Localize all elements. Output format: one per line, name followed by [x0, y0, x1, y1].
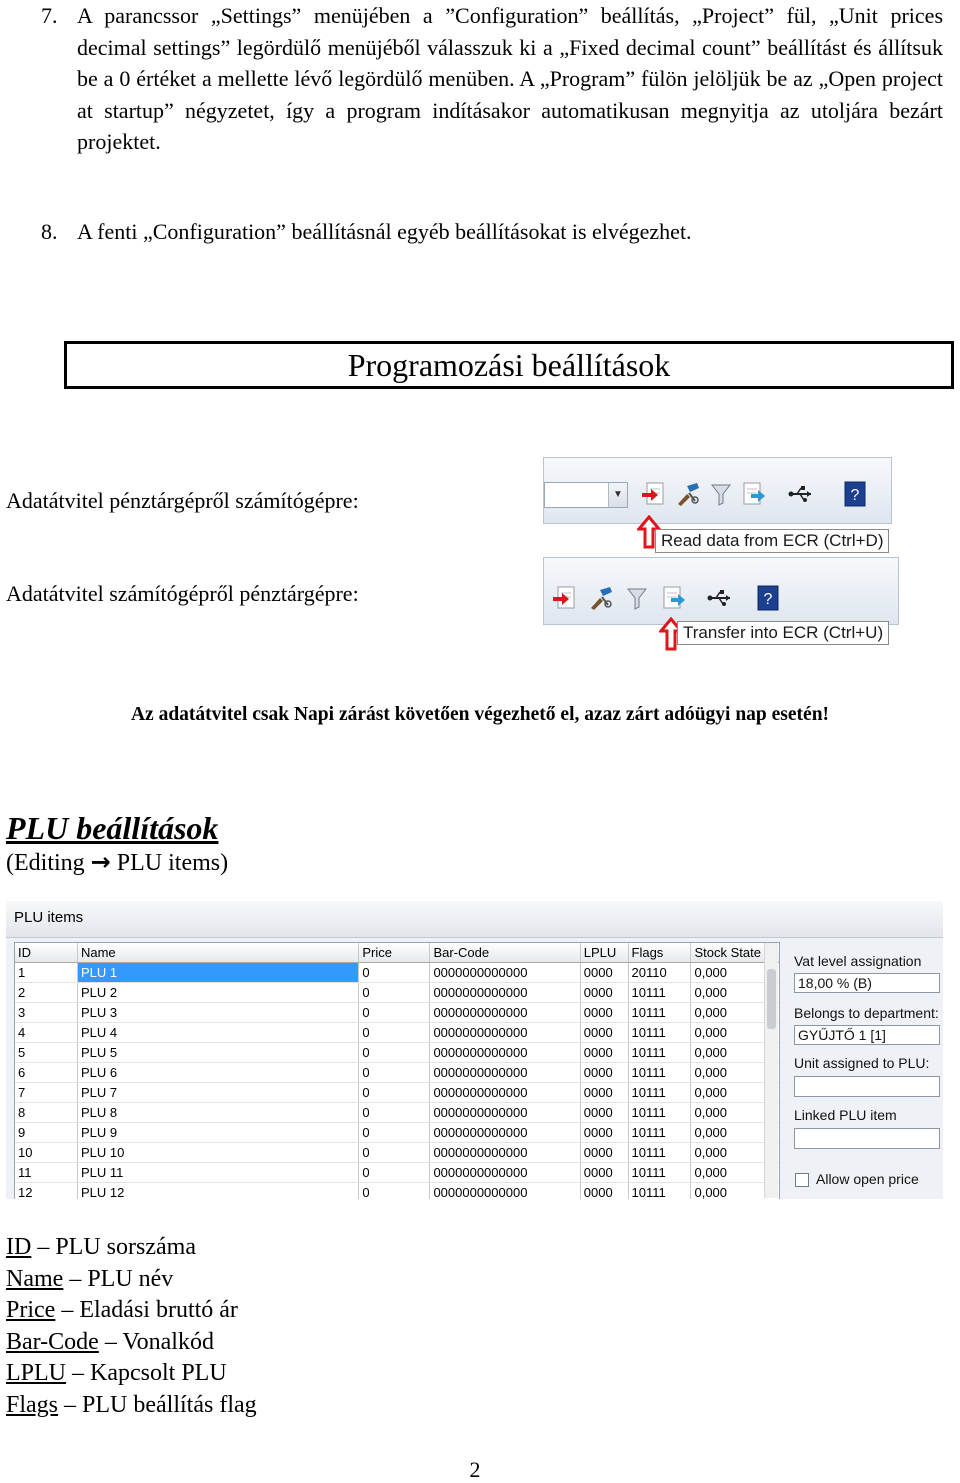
column-definitions	[6, 1232, 257, 1421]
vertical-scrollbar[interactable]	[764, 943, 778, 1198]
toolbar	[543, 557, 899, 625]
column-header[interactable]: ID	[15, 943, 77, 963]
table-cell[interactable]: 10111	[628, 1103, 691, 1123]
table-cell[interactable]: 10111	[628, 983, 691, 1003]
department-label: Belongs to department:	[794, 1005, 939, 1021]
table-cell[interactable]: PLU 10	[77, 1143, 358, 1163]
vat-select[interactable]: 18,00 % (B)	[794, 973, 940, 993]
table-row[interactable]	[15, 1003, 780, 1023]
read-toolbar-screenshot	[543, 457, 892, 554]
edit-tools-icon[interactable]	[675, 480, 701, 508]
table-cell[interactable]: 0,000	[691, 1183, 780, 1200]
definition-item	[6, 1264, 257, 1296]
definition-description: PLU sorszáma	[55, 1234, 196, 1260]
transfer-ecr-icon[interactable]	[740, 480, 766, 508]
window-title[interactable]: PLU items	[14, 909, 84, 926]
table-cell[interactable]: PLU 11	[77, 1163, 358, 1183]
table-cell[interactable]: 0,000	[691, 1063, 780, 1083]
table-cell[interactable]: 0	[359, 1083, 430, 1103]
table-cell[interactable]: 2	[15, 983, 77, 1003]
department-select[interactable]: GYŰJTŐ 1 [1]	[794, 1025, 940, 1045]
scrollbar-thumb[interactable]	[767, 969, 776, 1029]
open-price-label: Allow open price	[816, 1171, 919, 1187]
table-row[interactable]	[15, 1163, 780, 1183]
table-cell[interactable]: 10	[15, 1143, 77, 1163]
edit-tools-icon[interactable]	[588, 584, 614, 612]
table-cell[interactable]: 10111	[628, 1023, 691, 1043]
plu-grid[interactable]	[14, 942, 780, 1199]
table-cell[interactable]: 0,000	[691, 1083, 780, 1103]
project-combobox[interactable]	[544, 482, 628, 508]
table-cell[interactable]: 0000	[580, 1163, 628, 1183]
definition-term: Price	[6, 1297, 56, 1323]
transfer-ecr-icon[interactable]	[660, 584, 686, 612]
definition-term: ID	[6, 1234, 32, 1260]
table-cell[interactable]: 10111	[628, 1043, 691, 1063]
plu-items-window	[6, 901, 943, 1199]
definition-description: Kapcsolt PLU	[90, 1360, 227, 1386]
table-cell[interactable]: 10111	[628, 1183, 691, 1200]
table-cell[interactable]: 0000	[580, 1043, 628, 1063]
table-cell[interactable]: 0,000	[691, 1103, 780, 1123]
table-cell[interactable]: 0000000000000	[430, 1123, 580, 1143]
svg-text:?: ?	[850, 487, 860, 504]
help-icon[interactable]	[842, 480, 868, 508]
table-cell[interactable]: PLU 12	[77, 1183, 358, 1200]
table-row[interactable]	[15, 1183, 780, 1200]
definition-item	[6, 1327, 257, 1359]
table-cell[interactable]: PLU 6	[77, 1063, 358, 1083]
read-transfer-label: Adatátvitel pénztárgépről számítógépre:	[6, 488, 359, 513]
filter-icon[interactable]	[624, 584, 650, 612]
table-cell[interactable]: 0000	[580, 1083, 628, 1103]
svg-text:?: ?	[763, 591, 773, 608]
table-cell[interactable]: 0,000	[691, 1163, 780, 1183]
table-cell[interactable]: 3	[15, 1003, 77, 1023]
linked-plu-label: Linked PLU item	[794, 1107, 897, 1123]
table-cell[interactable]: 7	[15, 1083, 77, 1103]
table-cell[interactable]: 9	[15, 1123, 77, 1143]
table-cell[interactable]: PLU 3	[77, 1003, 358, 1023]
plu-menu-path	[6, 848, 228, 877]
definition-dash: –	[64, 1391, 77, 1418]
definition-dash: –	[72, 1360, 84, 1386]
table-cell[interactable]: 0	[359, 1003, 430, 1023]
table-row[interactable]	[15, 1143, 780, 1163]
definition-dash: –	[37, 1234, 50, 1260]
definition-item	[6, 1295, 257, 1327]
table-cell[interactable]: 0000000000000	[430, 1183, 580, 1200]
table-cell[interactable]: 10111	[628, 1083, 691, 1103]
table-cell[interactable]: 8	[15, 1103, 77, 1123]
item-7-text: A parancssor „Settings” menüjében a ”Configuration” beállítás, „Project” fül, „Unit prices decimal settings” legördülő menüjéből válasszuk ki a „Fixed decimal count” beállítást és állítsuk be a 0 értéket a mellette lévő legördülő menüben. A „Program” fülön jelöljük be az „Open project at startup” négyzetet, így a program indításakor automatikusan megnyitja az utoljára bezárt projektet.	[77, 3, 943, 154]
table-cell[interactable]: 0000000000000	[430, 983, 580, 1003]
table-cell[interactable]: 1	[15, 963, 77, 983]
definition-item	[6, 1390, 257, 1422]
table-cell[interactable]: 0,000	[691, 1043, 780, 1063]
definition-term: LPLU	[6, 1360, 66, 1386]
unit-field[interactable]	[794, 1076, 940, 1097]
definition-description: PLU név	[87, 1265, 174, 1292]
table-cell[interactable]: 0000000000000	[430, 1103, 580, 1123]
definition-dash: –	[69, 1265, 82, 1292]
table-header-row	[15, 943, 780, 963]
table-cell[interactable]: PLU 5	[77, 1043, 358, 1063]
definition-description: PLU beállítás flag	[82, 1391, 257, 1418]
transfer-note: Az adatátvitel csak Napi zárást követően végezhető el, azaz zárt adóügyi nap esetén!	[130, 704, 830, 725]
window-tab-bar	[6, 901, 943, 938]
table-cell[interactable]: 10111	[628, 1123, 691, 1143]
page-number: 2	[469, 1457, 481, 1482]
definition-term: Bar-Code	[6, 1328, 99, 1355]
table-cell[interactable]: 0,000	[691, 983, 780, 1003]
table-cell[interactable]: 12	[15, 1183, 77, 1200]
usb-icon[interactable]	[788, 480, 814, 508]
table-row[interactable]	[15, 1123, 780, 1143]
table-cell[interactable]: 11	[15, 1163, 77, 1183]
table-cell[interactable]: PLU 7	[77, 1083, 358, 1103]
table-cell[interactable]: 10111	[628, 1143, 691, 1163]
table-cell[interactable]: 0000	[580, 1063, 628, 1083]
table-cell[interactable]: 0000000000000	[430, 1003, 580, 1023]
definition-item	[6, 1358, 257, 1390]
read-tooltip: Read data from ECR (Ctrl+D)	[655, 529, 889, 553]
definition-description: Eladási bruttó ár	[79, 1297, 238, 1323]
table-row[interactable]	[15, 983, 780, 1003]
table-row[interactable]	[15, 1083, 780, 1103]
table-cell[interactable]: 0,000	[691, 1123, 780, 1143]
table-row[interactable]	[15, 1063, 780, 1083]
definition-term: Name	[6, 1265, 64, 1292]
table-cell[interactable]: 0000	[580, 1103, 628, 1123]
definition-item	[6, 1232, 257, 1264]
read-ecr-icon[interactable]	[552, 584, 578, 612]
menu-path-prefix: (Editing	[6, 850, 85, 876]
table-row[interactable]	[15, 1103, 780, 1123]
plu-heading: PLU beállítások	[6, 810, 219, 846]
column-header[interactable]: Flags	[628, 943, 691, 963]
table-cell[interactable]: 0	[359, 1023, 430, 1043]
column-header[interactable]: Name	[77, 943, 358, 963]
table-row[interactable]	[15, 1043, 780, 1063]
write-tooltip: Transfer into ECR (Ctrl+U)	[677, 621, 889, 645]
definition-dash: –	[61, 1297, 74, 1323]
item-8-text: A fenti „Configuration” beállításnál egyéb beállításokat is elvégezhet.	[77, 219, 692, 244]
column-header[interactable]: Price	[359, 943, 430, 963]
table-row[interactable]	[15, 1023, 780, 1043]
column-header[interactable]: LPLU	[580, 943, 628, 963]
table-cell[interactable]: 0,000	[691, 1143, 780, 1163]
table-cell[interactable]: 0,000	[691, 1023, 780, 1043]
unit-label: Unit assigned to PLU:	[794, 1055, 930, 1071]
table-cell[interactable]: PLU 9	[77, 1123, 358, 1143]
section-title: Programozási beállítások	[64, 341, 954, 389]
table-cell[interactable]: PLU 8	[77, 1103, 358, 1123]
menu-path-suffix: PLU items)	[116, 850, 229, 876]
table-cell[interactable]: PLU 4	[77, 1023, 358, 1043]
table-cell[interactable]: 0	[359, 1123, 430, 1143]
write-transfer-label: Adatátvitel számítógépről pénztárgépre:	[6, 581, 359, 606]
definition-description: Vonalkód	[122, 1328, 214, 1355]
toolbar	[543, 457, 892, 524]
table-cell[interactable]: 4	[15, 1023, 77, 1043]
table-cell[interactable]: 0000000000000	[430, 963, 580, 983]
table-cell[interactable]: 0000	[580, 983, 628, 1003]
table-body	[15, 963, 780, 1200]
arrow-right-icon: →	[90, 848, 111, 876]
plu-side-panel	[790, 949, 942, 1199]
table-cell[interactable]: 0000	[580, 1023, 628, 1043]
table-cell[interactable]: 0	[359, 963, 430, 983]
column-header[interactable]: Bar-Code	[430, 943, 580, 963]
table-cell[interactable]: 10111	[628, 1063, 691, 1083]
write-toolbar-screenshot	[543, 557, 899, 664]
table-cell[interactable]: 5	[15, 1043, 77, 1063]
item-8-number: 8.	[41, 219, 58, 244]
table-cell[interactable]: 0000	[580, 963, 628, 983]
table-cell[interactable]: 0000000000000	[430, 1043, 580, 1063]
table-cell[interactable]: 0	[359, 983, 430, 1003]
table-cell[interactable]: 10111	[628, 1003, 691, 1023]
table-cell[interactable]: 0	[359, 1063, 430, 1083]
table-cell[interactable]: 0000	[580, 1183, 628, 1200]
table-cell[interactable]: 0000000000000	[430, 1163, 580, 1183]
table-cell[interactable]: 0,000	[691, 963, 780, 983]
table-cell[interactable]: PLU 1	[77, 963, 358, 983]
item-7-number: 7.	[41, 3, 58, 28]
table-cell[interactable]: 0	[359, 1143, 430, 1163]
table-cell[interactable]: 0000	[580, 1003, 628, 1023]
table-cell[interactable]: 0	[359, 1103, 430, 1123]
table-cell[interactable]: 0000000000000	[430, 1063, 580, 1083]
column-header[interactable]: Stock State	[691, 943, 780, 963]
table-cell[interactable]: 20110	[628, 963, 691, 983]
table-cell[interactable]: 0000000000000	[430, 1083, 580, 1103]
usb-icon[interactable]	[707, 584, 733, 612]
vat-label: Vat level assignation	[794, 953, 922, 969]
table-row[interactable]	[15, 963, 780, 983]
table-cell[interactable]: 0000	[580, 1123, 628, 1143]
plu-table[interactable]	[15, 943, 780, 1199]
table-cell[interactable]: 0	[359, 1043, 430, 1063]
table-cell[interactable]: 0	[359, 1183, 430, 1200]
table-cell[interactable]: 0000000000000	[430, 1023, 580, 1043]
chevron-down-icon[interactable]: ▼	[608, 483, 627, 507]
help-icon[interactable]	[755, 584, 781, 612]
linked-plu-field[interactable]	[794, 1128, 940, 1149]
definition-dash: –	[104, 1328, 117, 1355]
filter-icon[interactable]	[708, 480, 734, 508]
table-cell[interactable]: 0000	[580, 1143, 628, 1163]
table-cell[interactable]: 6	[15, 1063, 77, 1083]
read-ecr-icon[interactable]	[641, 480, 667, 508]
table-cell[interactable]: 0000000000000	[430, 1143, 580, 1163]
table-cell[interactable]: 0	[359, 1163, 430, 1183]
table-cell[interactable]: PLU 2	[77, 983, 358, 1003]
definition-term: Flags	[6, 1391, 59, 1418]
open-price-checkbox[interactable]	[795, 1173, 809, 1187]
table-cell[interactable]: 0,000	[691, 1003, 780, 1023]
table-cell[interactable]: 10111	[628, 1163, 691, 1183]
